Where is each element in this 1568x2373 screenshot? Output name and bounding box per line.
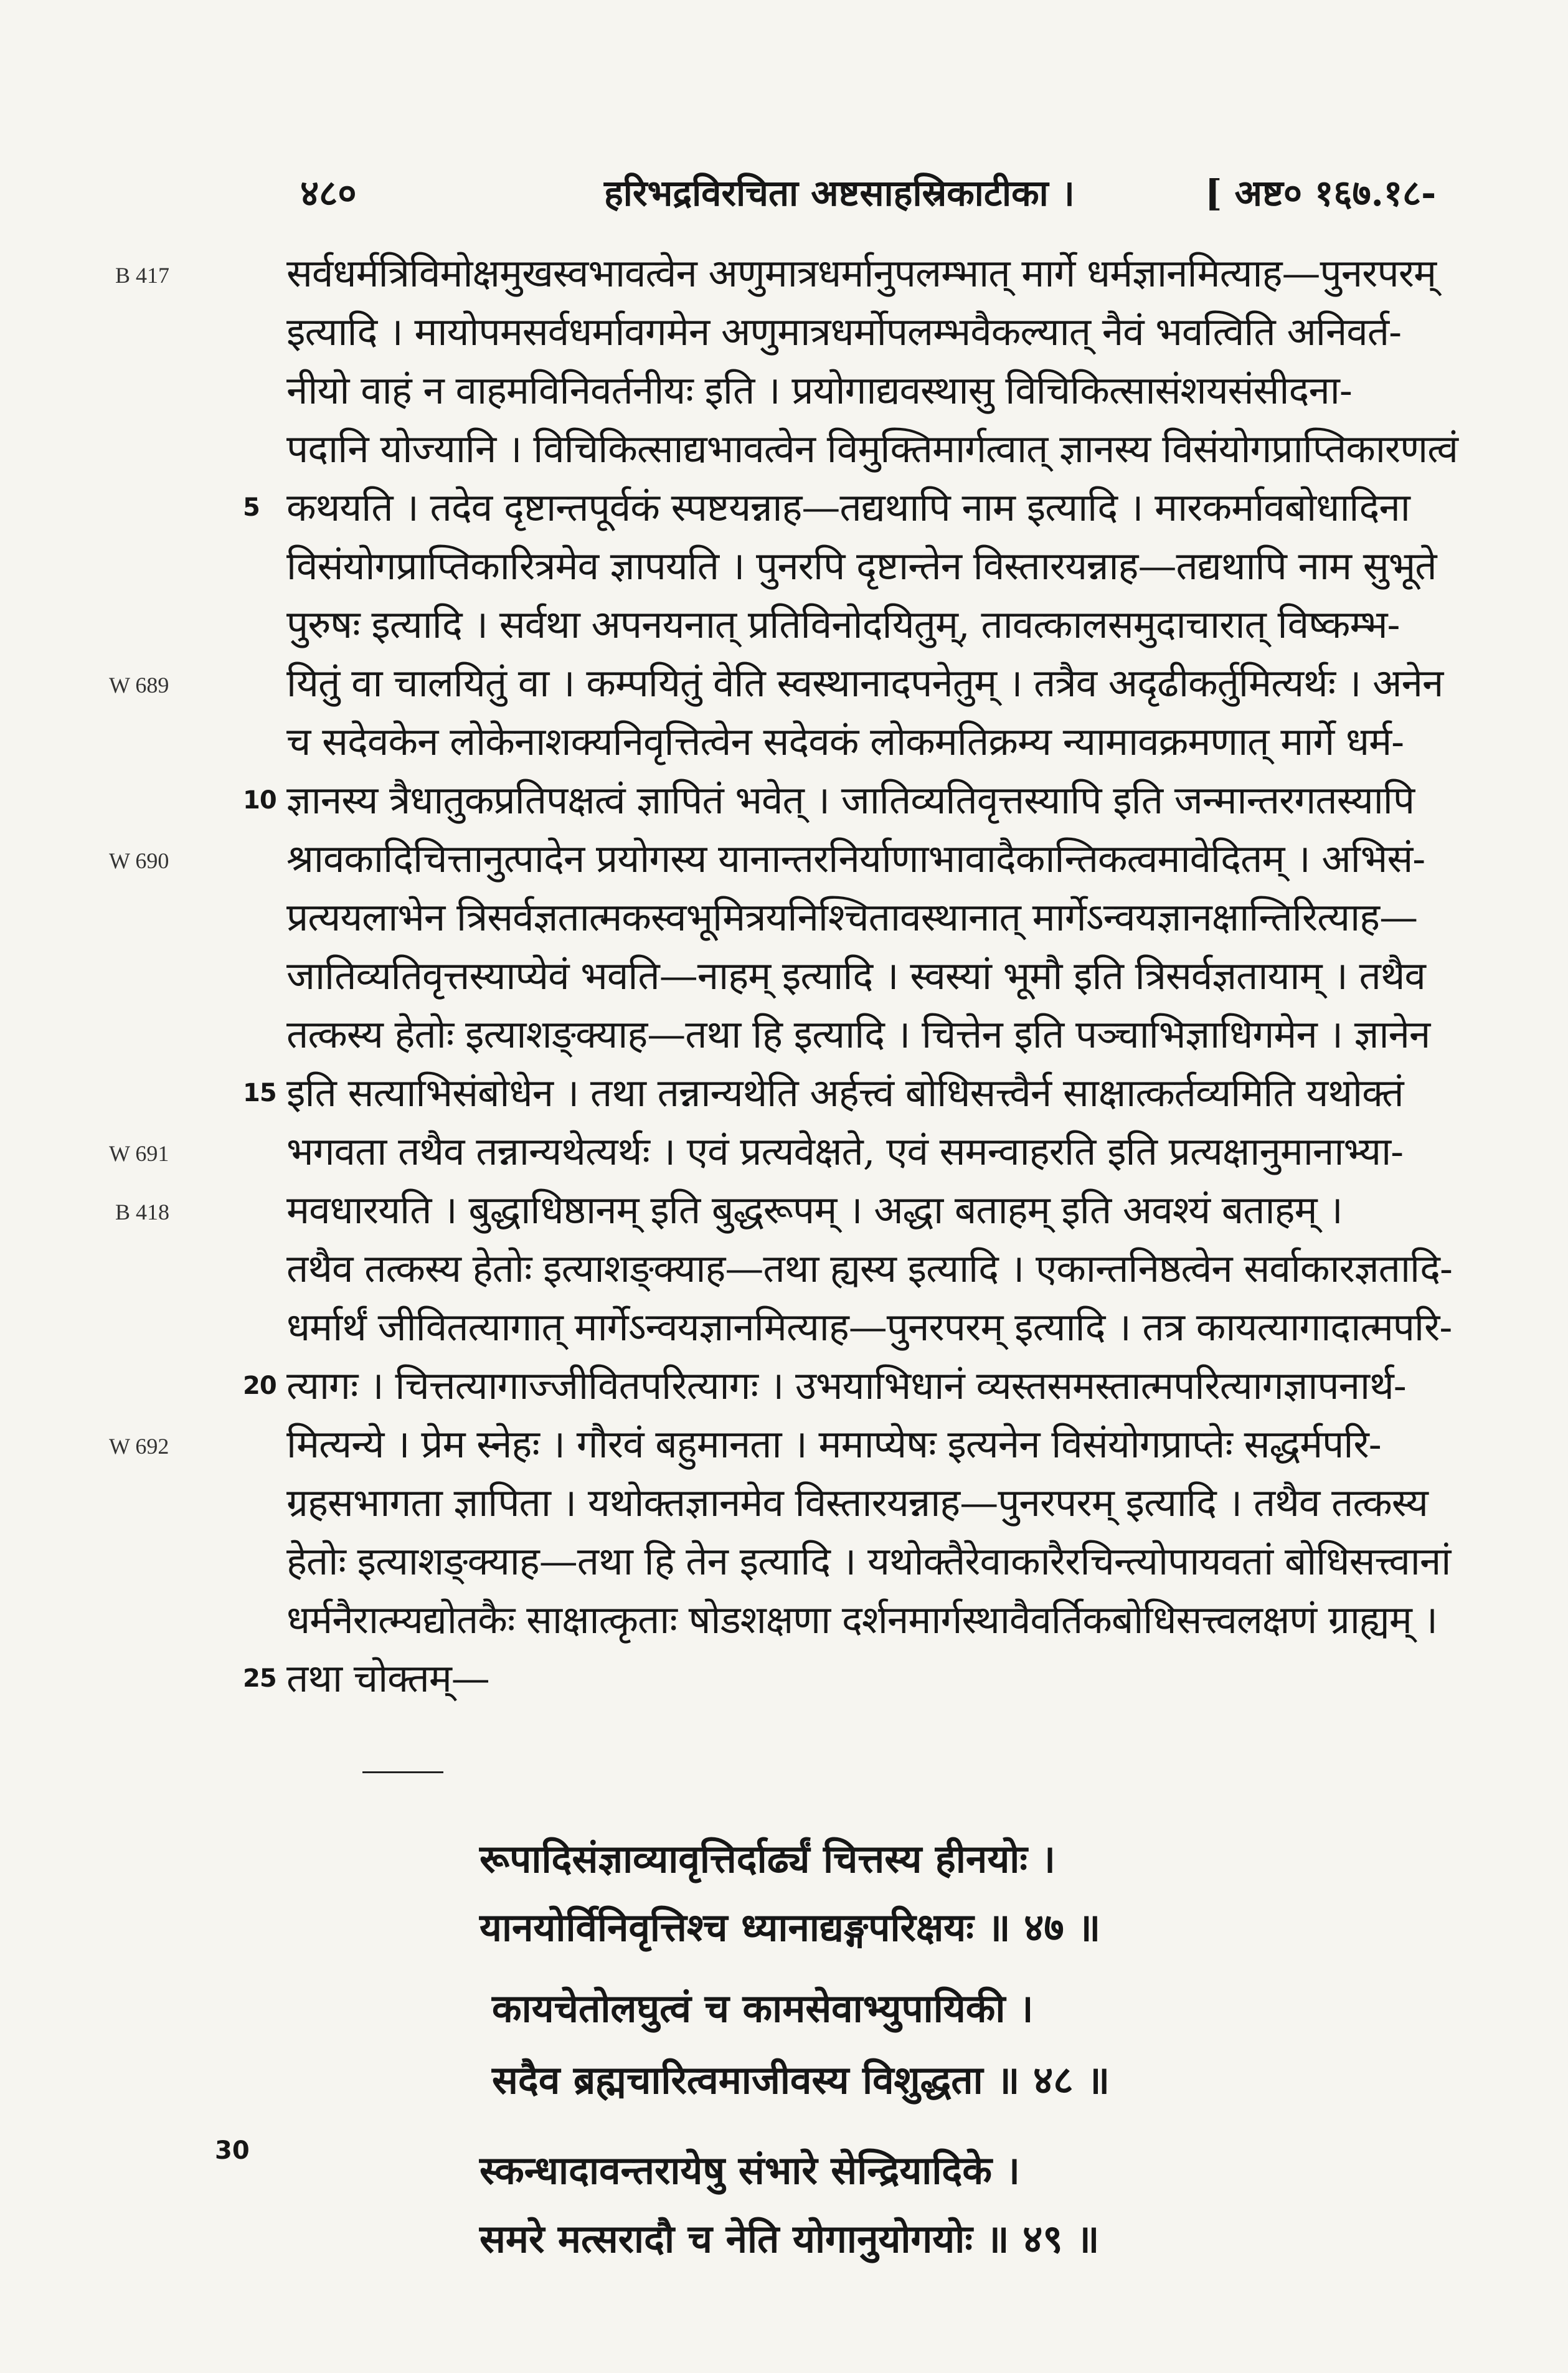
text-line <box>286 831 1481 886</box>
line-text: यितुं वा चालयितुं वा । कम्पयितुं वेति स्वस्थानादपनेतुम् । तत्रैव अदृढीकर्तुमित्यर्थः । अनेन <box>286 660 1443 706</box>
line-text: जातिव्यतिवृत्तस्याप्येवं भवति—नाहम् इत्यादि । स्वस्यां भूमौ इति त्रिसर्वज्ञतायाम् । तथैव <box>286 953 1425 998</box>
margin-reference: W 689 <box>109 673 169 698</box>
text-line <box>243 1651 1481 1706</box>
line-text: भगवता तथैव तन्नान्यथेत्यर्थः । एवं प्रत्यवेक्षते, एवं समन्वाहरति इति प्रत्यक्षानुमानाभ्या- <box>286 1129 1404 1174</box>
line-number: 20 <box>243 1371 276 1400</box>
line-text: विसंयोगप्राप्तिकारित्रमेव ज्ञापयति । पुनरपि दृष्टान्तेन विस्तारयन्नाह—तद्यथापि नाम सुभूते <box>286 543 1437 589</box>
line-text: पुरुषः इत्यादि । सर्वथा अपनयनात् प्रतिविनोदयितुम्, तावत्कालसमुदाचारात् विष्कम्भ- <box>286 602 1400 647</box>
text-line <box>286 1300 1481 1355</box>
line-text: श्रावकादिचित्तानुत्पादेन प्रयोगस्य यानान्तरनिर्याणाभावादैकान्तिकत्वमावेदितम् । अभिसं- <box>286 836 1425 881</box>
verse-line <box>479 2211 1099 2267</box>
text-line <box>286 714 1481 769</box>
verse-text: स्कन्धादावन्तरायेषु संभारे सेन्द्रियादिके । <box>479 2148 1021 2193</box>
line-text: कथयति । तदेव दृष्टान्तपूर्वकं स्पष्टयन्नाह—तद्यथापि नाम इत्यादि । मारकर्मावबोधादिना <box>286 485 1410 530</box>
line-text: पदानि योज्यानि । विचिकित्साद्यभावत्वेन विमुक्तिमार्गत्वात् ज्ञानस्य विसंयोगप्राप्तिकारणत्वं <box>286 426 1458 471</box>
line-text: ज्ञानस्य त्रैधातुकप्रतिपक्षत्वं ज्ञापितं भवेत् । जातिव्यतिवृत्तस्यापि इति जन्मान्तरगतस्यापि <box>286 777 1415 823</box>
verse-text: रूपादिसंज्ञाव्यावृत्तिर्दार्ढ्यं चित्तस्य हीनयोः । <box>479 1836 1056 1882</box>
line-text: प्रत्ययलाभेन त्रिसर्वज्ञतात्मकस्वभूमित्रयनिश्चितावस्थानात् मार्गेऽन्वयज्ञानक्षान्तिरित्याह— <box>286 894 1418 940</box>
margin-reference: W 692 <box>109 1434 169 1459</box>
line-text: धर्मनैरात्म्यद्योतकैः साक्षात्कृताः षोडशक्षणा दर्शनमार्गस्थावैवर्तिकबोधिसत्त्वलक्षणं ग्राह्यम् । <box>286 1597 1437 1642</box>
line-text: इति सत्याभिसंबोधेन । तथा तन्नान्यथेति अर्हत्त्वं बोधिसत्त्वैर्न साक्षात्कर्तव्यमिति यथोक्तं <box>286 1070 1404 1115</box>
line-text: सर्वधर्मत्रिविमोक्षमुखस्वभावत्वेन अणुमात्रधर्मानुपलम्भात् मार्गे धर्मज्ञानमित्याह—पुनरपरम् <box>286 250 1437 296</box>
text-line <box>286 1183 1481 1238</box>
text-line <box>286 539 1481 594</box>
margin-reference: W 691 <box>109 1141 169 1166</box>
running-title: हरिभद्रविरचिता अष्टसाहस्रिकाटीका । <box>604 172 1075 214</box>
verse-line <box>492 1981 1034 2037</box>
line-number: 30 <box>215 2136 250 2165</box>
text-line <box>243 1358 1481 1413</box>
text-line <box>286 1475 1481 1530</box>
text-line <box>286 422 1481 476</box>
line-number: 25 <box>243 1664 276 1693</box>
line-text: तथा चोक्तम्— <box>286 1655 489 1701</box>
text-line <box>286 305 1481 359</box>
line-text: मित्यन्ये । प्रेम स्नेहः । गौरवं बहुमानता । ममाप्येषः इत्यनेन विसंयोगप्राप्तेः सद्धर्मपरि- <box>286 1421 1381 1467</box>
line-text: त्यागः । चित्तत्यागाज्जीवितपरित्यागः । उभयाभिधानं व्यस्तसमस्तात्मपरित्यागज्ञापनार्थ- <box>286 1363 1406 1408</box>
page-number: ४८० <box>300 172 357 214</box>
text-line <box>286 949 1481 1003</box>
text-line <box>286 1534 1481 1589</box>
text-line <box>286 1124 1481 1179</box>
verse-line <box>479 1831 1056 1887</box>
line-text: ग्रहसभागता ज्ञापिता । यथोक्तज्ञानमेव विस्तारयन्नाह—पुनरपरम् इत्यादि । तथैव तत्कस्य <box>286 1480 1428 1525</box>
verse-line <box>479 2143 1020 2199</box>
text-line <box>243 480 1481 535</box>
margin-reference: B 417 <box>115 263 170 288</box>
verse-text: कायचेतोलघुत्वं च कामसेवाभ्युपायिकी । <box>492 1986 1034 2031</box>
verse-line <box>492 2052 1110 2108</box>
line-text: हेतोः इत्याशङ्क्याह—तथा हि तेन इत्यादि । यथोक्तैरेवाकारैरचिन्त्योपायवतां बोधिसत्त्वानां <box>286 1538 1451 1584</box>
section-dash <box>362 1771 443 1773</box>
verse-text: सदैव ब्रह्मचारित्वमाजीवस्य विशुद्धता ॥ ४८ ॥ <box>492 2057 1110 2103</box>
text-line <box>286 1007 1481 1062</box>
line-text: तत्कस्य हेतोः इत्याशङ्क्याह—तथा हि इत्यादि । चित्तेन इति पञ्चाभिज्ञाधिगमेन । ज्ञानेन <box>286 1011 1430 1057</box>
text-line <box>286 246 1481 301</box>
text-line <box>243 773 1481 828</box>
verse-line <box>479 1900 1100 1956</box>
line-number: 15 <box>243 1079 276 1107</box>
section-reference: [ अष्ट० १६७.१८- <box>1205 172 1437 214</box>
text-line <box>286 1241 1481 1296</box>
verse-text: यानयोर्विनिवृत्तिश्च ध्यानाद्यङ्गपरिक्षयः ॥ ४७ ॥ <box>479 1905 1101 1950</box>
verse-text: समरे मत्सरादौ च नेति योगानुयोगयोः ॥ ४९ ॥ <box>479 2216 1100 2262</box>
line-text: नीयो वाहं न वाहमविनिवर्तनीयः इति । प्रयोगाद्यवस्थासु विचिकित्सासंशयसंसीदना- <box>286 367 1352 413</box>
text-line <box>286 656 1481 711</box>
text-line <box>286 890 1481 945</box>
line-text: इत्यादि । मायोपमसर्वधर्मावगमेन अणुमात्रधर्मोपलम्भवैकल्यात् नैवं भवत्विति अनिवर्त- <box>286 309 1402 354</box>
line-text: तथैव तत्कस्य हेतोः इत्याशङ्क्याह—तथा ह्यस्य इत्यादि । एकान्तनिष्ठत्वेन सर्वाकारज्ञतादि- <box>286 1246 1452 1291</box>
text-line <box>286 597 1481 652</box>
margin-reference: W 690 <box>109 848 169 873</box>
line-text: च सदेवकेन लोकेनाशक्यनिवृत्तित्वेन सदेवकं लोकमतिक्रम्य न्यामावक्रमणात् मार्गे धर्म- <box>286 719 1404 764</box>
line-text: मवधारयति । बुद्धाधिष्ठानम् इति बुद्धरूपम् । अद्धा बताहम् इति अवश्यं बताहम् । <box>286 1187 1343 1233</box>
line-text: धर्मार्थं जीवितत्यागात् मार्गेऽन्वयज्ञानमित्याह—पुनरपरम् इत्यादि । तत्र कायत्यागादात्मपरि- <box>286 1304 1452 1350</box>
line-number: 5 <box>243 493 260 522</box>
margin-reference: B 418 <box>115 1200 170 1224</box>
line-number: 10 <box>243 786 276 815</box>
text-line <box>286 1593 1481 1647</box>
text-line <box>286 1417 1481 1472</box>
text-line <box>243 1066 1481 1120</box>
text-line <box>286 363 1481 418</box>
